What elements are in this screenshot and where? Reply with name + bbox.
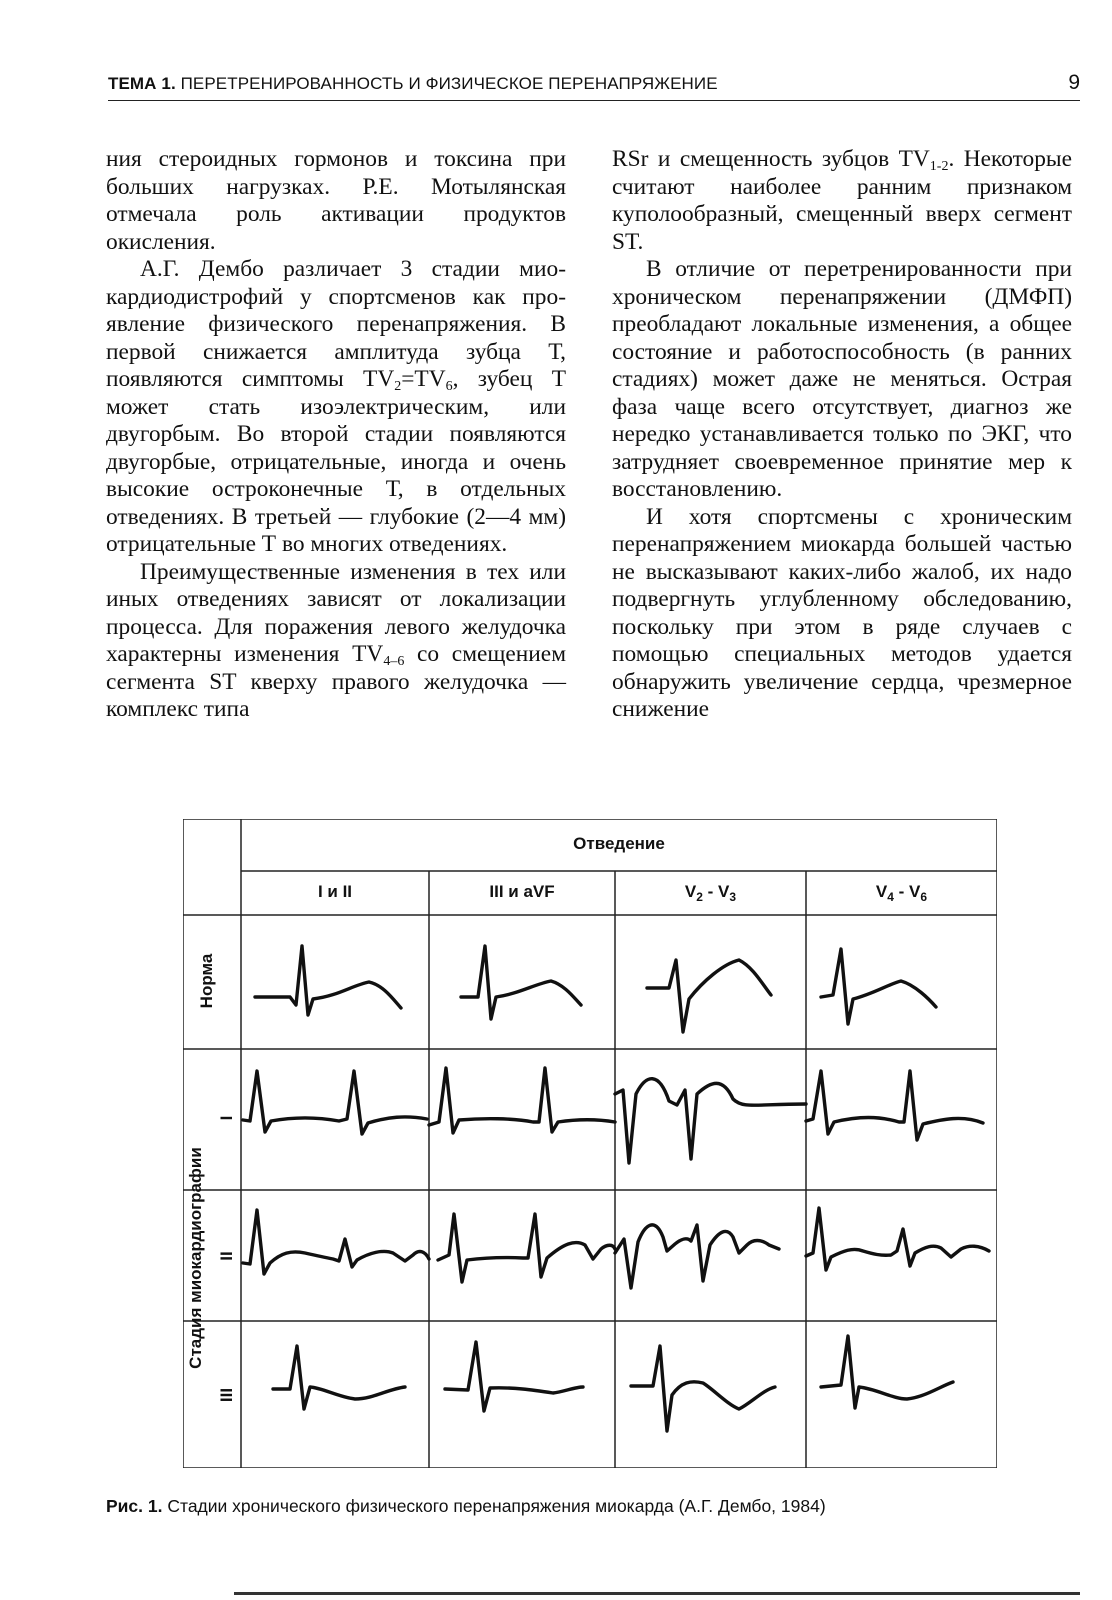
caption-label: Рис. 1. (106, 1496, 163, 1516)
paragraph: Преимущественные изменения в тех или иных отведениях зависят от локализации процесса. Для поражения левого желудочка характерны изменения $TV_{4-6}$ со смещением сегмента ST кверху правого желудочка — комплекс типа (106, 558, 566, 722)
bottom-rule (234, 1592, 1080, 1595)
ecg-norm-v2 (647, 960, 771, 1032)
running-header (108, 70, 1080, 101)
ecg-stage1-v4 (806, 1071, 983, 1140)
ecg-stage3-v4 (821, 1336, 953, 1408)
ecg-stage3-lead3 (445, 1342, 583, 1411)
lead-col-3: $V_2 - V_3$ (684, 882, 737, 904)
ecg-norm-v4 (821, 949, 936, 1024)
ecg-stage2-lead1 (243, 1210, 429, 1274)
ecg-stage2-v4 (806, 1208, 989, 1270)
text-column-left (106, 146, 566, 724)
ecg-stage3-v2 (631, 1346, 775, 1431)
lead-col-2: III и aVF (489, 882, 555, 901)
paragraph: ния стероидных гормонов и токсина при больших нагрузках. Р.Е. Мотылянская отмечала роль активации продуктов окисления. (106, 146, 566, 255)
row-label-stage-3: III (217, 1387, 236, 1403)
ecg-stages-figure (183, 819, 997, 1468)
paragraph: RSr и смещенность зубцов $TV_{1-2}$. Некоторые считают наиболее ранним признаком куполообразный, смещенный вверх сегмент ST. (612, 146, 1072, 255)
paragraph: А.Г. Дембо различает 3 стадии миокардиодистрофий у спортсменов как проявление физического перенапряжения. В первой снижается амплитуда зубца Т, появляются симптомы $TV_2=TV_6$, зубец Т может стать изоэлектрическим, или двугорбым. Во второй стадии появляются двугорбые, отрицательные, иногда и очень высокие остроконечные Т, в отдельных отведениях. В третьей — глубокие (2—4 мм) отрицательные Т во многих отведениях. (106, 256, 566, 557)
row-label-stage-2: II (217, 1251, 236, 1261)
ecg-stage1-lead3 (429, 1068, 615, 1133)
lead-col-4: $V_4 - V_6$ (875, 882, 928, 904)
ecg-stage2-lead3 (438, 1214, 615, 1282)
page-number: 9 (1068, 71, 1080, 94)
paragraph: В отличие от перетренированности при хроническом перенапряжении (ДМФП) преобладают локальные изменения, а общее состояние и работоспособность (в ранних стадиях) может даже не меняться. Острая фаза чаще всего отсутствует, диагноз же нередко устанавливается только по ЭКГ, что затрудняет своевременное принятие мер к восстановлению. (612, 256, 1072, 502)
row-group-label: Стадия миокардиографии (186, 1147, 205, 1369)
ecg-table-drawing (183, 819, 997, 1468)
paragraph: И хотя спортсмены с хроническим перенапряжением миокарда большей частью не высказывают каких-либо жалоб, их надо подвергнуть углубленному обследованию, поскольку при этом в ряде случаев с помощью специальных методов удается обнаружить увеличение сердца, чрезмерное снижение (612, 503, 1072, 722)
table-grid (183, 819, 997, 1468)
lead-col-1: I и II (317, 882, 353, 901)
ecg-stage3-lead1 (273, 1346, 405, 1409)
running-header-title (108, 74, 718, 94)
figure-caption (106, 1496, 826, 1517)
caption-text: Стадии хронического физического перенапряжения миокарда (А.Г. Дембо, 1984) (167, 1496, 826, 1516)
ecg-traces (243, 946, 989, 1431)
row-label-norm: Норма (197, 953, 216, 1009)
lead-header: Отведение (573, 834, 665, 853)
ecg-stage2-v2 (615, 1225, 779, 1288)
ecg-stage1-lead1 (243, 1071, 427, 1134)
text-column-right (612, 146, 1072, 724)
topic-title: ПЕРЕТРЕНИРОВАННОСТЬ И ФИЗИЧЕСКОЕ ПЕРЕНАПРЯЖЕНИЕ (180, 74, 718, 93)
row-label-stage-1: I (217, 1115, 236, 1121)
ecg-stage1-v2 (615, 1079, 806, 1163)
ecg-norm-lead1 (255, 946, 401, 1015)
topic-label: ТЕМА 1. (108, 74, 176, 93)
ecg-norm-lead3 (461, 946, 581, 1019)
